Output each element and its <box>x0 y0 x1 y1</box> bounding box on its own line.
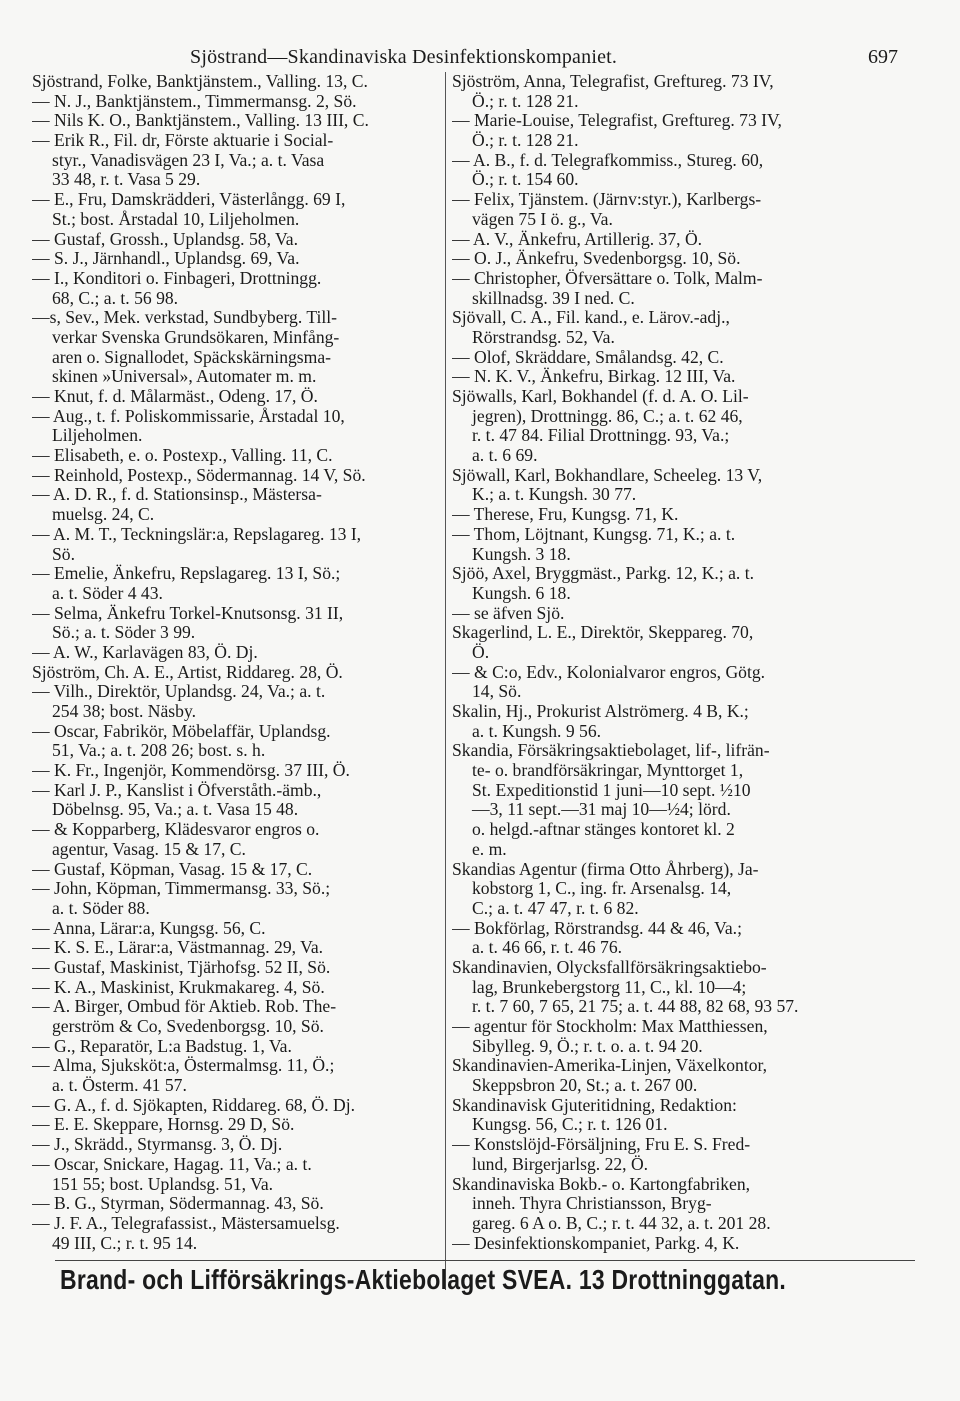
directory-line: — Emelie, Änkefru, Repslagareg. 13 I, Sö.; <box>32 564 341 584</box>
directory-line: Kungsh. 3 18. <box>472 544 571 564</box>
directory-line: — & C:o, Edv., Kolonialvaror engros, Götg. <box>452 662 766 682</box>
directory-line: e. m. <box>472 839 507 859</box>
directory-line: — A. W., Karlavägen 83, Ö. Dj. <box>32 642 258 662</box>
directory-line: a. t. 6 69. <box>472 446 538 466</box>
directory-line: —3, 11 sept.—31 maj 10—½4; lörd. <box>472 800 731 820</box>
directory-line: lag, Brunkebergstorg 11, C., kl. 10—4; <box>472 977 747 997</box>
directory-line: r. t. 47 84. Filial Drottningg. 93, Va.; <box>472 426 730 446</box>
directory-line: — K. Fr., Ingenjör, Kommendörsg. 37 III, Ö. <box>32 761 350 781</box>
directory-line: — Konstslöjd-Försäljning, Fru E. S. Fred- <box>452 1135 751 1155</box>
directory-line: 33 48, r. t. Vasa 5 29. <box>52 170 201 190</box>
column-divider <box>445 72 446 1290</box>
directory-line: — Marie-Louise, Telegrafist, Greftureg. 73 IV, <box>452 111 782 131</box>
directory-line: — B. G., Styrman, Södermannag. 43, Sö. <box>32 1194 324 1214</box>
directory-line: jegren), Drottningg. 86, C.; a. t. 62 46, <box>472 406 743 426</box>
directory-line: — J. F. A., Telegrafassist., Mästersamuelsg. <box>32 1213 340 1233</box>
directory-line: — se äfven Sjö. <box>452 603 565 623</box>
directory-line: inneh. Thyra Christiansson, Bryg- <box>472 1194 712 1214</box>
directory-line: 49 III, C.; r. t. 95 14. <box>52 1233 198 1253</box>
directory-line: — Thom, Löjtnant, Kungsg. 71, K.; a. t. <box>452 524 736 544</box>
directory-line: — Elisabeth, e. o. Postexp., Valling. 11, C. <box>32 446 333 466</box>
directory-line: — Anna, Lärar:a, Kungsg. 56, C. <box>32 918 266 938</box>
directory-line: — Vilh., Direktör, Uplandsg. 24, Va.; a. t. <box>32 682 326 702</box>
directory-line: lund, Birgerjarlsg. 22, Ö. <box>472 1154 649 1174</box>
directory-line: — G., Reparatör, L:a Badstug. 1, Va. <box>32 1036 292 1056</box>
directory-line: — Gustaf, Grossh., Uplandsg. 58, Va. <box>32 229 299 249</box>
directory-line: a. t. Söder 88. <box>52 898 150 918</box>
directory-line: 68, C.; a. t. 56 98. <box>52 288 179 308</box>
directory-line: r. t. 7 60, 7 65, 21 75; a. t. 44 88, 82 68, 93 57. <box>472 997 799 1017</box>
directory-line: Ö. <box>472 642 490 662</box>
directory-line: Ö.; r. t. 128 21. <box>472 131 579 151</box>
footer-advertisement: Brand- och Lifförsäkrings-Aktiebolaget SVEA. 13 Drottninggatan. <box>60 1264 787 1295</box>
directory-line: — S. J., Järnhandl., Uplandsg. 69, Va. <box>32 249 300 269</box>
directory-line: — Karl J. P., Kanslist i Öfverståth.-ämb., <box>32 780 322 800</box>
directory-line: — Alma, Sjuksköt:a, Östermalmsg. 11, Ö.; <box>32 1056 335 1076</box>
directory-line: — Gustaf, Maskinist, Tjärhofsg. 52 II, Sö. <box>32 957 331 977</box>
directory-line: —s, Sev., Mek. verkstad, Sundbyberg. Till- <box>32 308 337 328</box>
directory-line: aren o. Signallodet, Späckskärningsma- <box>52 347 331 367</box>
directory-line: Skandinavien-Amerika-Linjen, Växelkontor, <box>452 1056 768 1076</box>
directory-line: — N. J., Banktjänstem., Timmermansg. 2, Sö. <box>32 91 357 111</box>
directory-line: 254 38; bost. Näsby. <box>52 702 197 721</box>
directory-line: — A. Birger, Ombud för Aktieb. Rob. The- <box>32 997 337 1017</box>
directory-line: a. t. Kungsh. 9 56. <box>472 721 602 741</box>
directory-line: — Reinhold, Postexp., Södermannag. 14 V, Sö. <box>32 465 366 485</box>
directory-line: — J., Skrädd., Styrmansg. 3, Ö. Dj. <box>32 1135 283 1155</box>
directory-line: muelsg. 24, C. <box>52 505 155 525</box>
directory-line: Sjöström, Ch. A. E., Artist, Riddareg. 28, Ö. <box>32 662 343 682</box>
directory-line: — Gustaf, Köpman, Vasag. 15 & 17, C. <box>32 859 313 879</box>
directory-line: Skalin, Hj., Prokurist Alströmerg. 4 B, K.; <box>452 702 749 721</box>
directory-line: Kungsg. 56, C.; r. t. 126 01. <box>472 1115 668 1135</box>
directory-line: K.; a. t. Kungsh. 30 77. <box>472 485 637 505</box>
directory-line: skillnadsg. 39 I ned. C. <box>472 288 635 308</box>
directory-line: — G. A., f. d. Sjökapten, Riddareg. 68, Ö. Dj. <box>32 1095 356 1115</box>
directory-line: a. t. Söder 4 43. <box>52 583 163 603</box>
directory-line: a. t. 46 66, r. t. 46 76. <box>472 938 623 958</box>
directory-line: — A. D. R., f. d. Stationsinsp., Mästersa- <box>32 485 322 505</box>
directory-line: — O. J., Änkefru, Svedenborgsg. 10, Sö. <box>452 249 741 269</box>
directory-line: — & Kopparberg, Klädesvaror engros o. <box>32 820 320 840</box>
directory-line: — Aug., t. f. Poliskommissarie, Årstadal 10, <box>32 406 345 426</box>
directory-line: Sö.; a. t. Söder 3 99. <box>52 623 196 643</box>
directory-line: Ö.; r. t. 128 21. <box>472 91 579 111</box>
directory-line: Skandinavien, Olycksfallförsäkringsaktiebo- <box>452 957 767 977</box>
directory-line: — A. B., f. d. Telegrafkommiss., Stureg. 60, <box>452 150 764 170</box>
directory-line: verkar Svenska Grundsökaren, Minfång- <box>52 327 340 347</box>
directory-line: skinen »Universal», Automater m. m. <box>52 367 317 387</box>
directory-line: Skandia, Försäkringsaktiebolaget, lif-, lifrän- <box>452 741 770 761</box>
directory-line: Sjöö, Axel, Bryggmäst., Parkg. 12, K.; a. t. <box>452 564 755 584</box>
directory-line: — Desinfektionskompaniet, Parkg. 4, K. <box>452 1233 740 1253</box>
directory-line: C.; a. t. 47 47, r. t. 6 82. <box>472 898 639 918</box>
directory-line: Liljeholmen. <box>52 426 143 446</box>
directory-line: — A. V., Änkefru, Artillerig. 37, Ö. <box>452 229 703 249</box>
directory-line: Sö. <box>52 544 75 564</box>
directory-line: — agentur för Stockholm: Max Matthiessen, <box>452 1017 768 1036</box>
directory-line: — I., Konditori o. Finbageri, Drottningg. <box>32 268 322 288</box>
page-number: 697 <box>868 46 898 68</box>
directory-line: a. t. Österm. 41 57. <box>52 1076 187 1096</box>
directory-line: — E. E. Skeppare, Hornsg. 29 D, Sö. <box>32 1115 295 1135</box>
page-title: Sjöstrand—Skandinaviska Desinfektionskompaniet. <box>190 46 618 68</box>
left-column <box>32 72 437 1253</box>
directory-line: Sjöwall, Karl, Bokhandlare, Scheeleg. 13 V, <box>452 465 763 485</box>
directory-line: — Selma, Änkefru Torkel-Knutsonsg. 31 II, <box>32 603 344 623</box>
directory-line: Skandinaviska Bokb.- o. Kartongfabriken, <box>452 1174 751 1194</box>
directory-line: — A. M. T., Teckningslär:a, Repslagareg. 13 I, <box>32 524 362 544</box>
directory-line: Sibylleg. 9, Ö.; r. t. o. a. t. 94 20. <box>472 1036 703 1056</box>
directory-line: — Therese, Fru, Kungsg. 71, K. <box>452 505 679 525</box>
directory-line: Sjöström, Anna, Telegrafist, Greftureg. 73 IV, <box>452 72 774 91</box>
directory-line: — Oscar, Fabrikör, Möbelaffär, Uplandsg. <box>32 721 331 741</box>
directory-line: Skeppsbron 20, St.; a. t. 267 00. <box>472 1076 698 1096</box>
directory-line: styr., Vanadisvägen 23 I, Va.; a. t. Vasa <box>52 150 325 170</box>
directory-line: Sjöstrand, Folke, Banktjänstem., Valling. 13, C. <box>32 72 368 91</box>
directory-line: gareg. 6 A o. B, C.; r. t. 44 32, a. t. 201 28. <box>472 1213 771 1233</box>
directory-line: Sjöwalls, Karl, Bokhandel (f. d. A. O. Lil- <box>452 387 749 406</box>
directory-line: — K. A., Maskinist, Krukmakareg. 4, Sö. <box>32 977 325 997</box>
directory-line: Ö.; r. t. 154 60. <box>472 170 579 190</box>
directory-line: — Oscar, Snickare, Hagag. 11, Va.; a. t. <box>32 1154 312 1174</box>
footer-rule <box>55 1260 915 1261</box>
directory-line: Rörstrandsg. 52, Va. <box>472 327 615 347</box>
directory-line: 14, Sö. <box>472 682 522 702</box>
directory-line: — Christopher, Öfversättare o. Tolk, Malm- <box>452 268 763 288</box>
directory-line: Kungsh. 6 18. <box>472 583 571 603</box>
directory-line: Skandinavisk Gjuteritidning, Redaktion: <box>452 1095 737 1115</box>
directory-line: — E., Fru, Damskrädderi, Västerlångg. 69 I, <box>32 190 346 210</box>
directory-line: te- o. brandförsäkringar, Mynttorget 1, <box>472 761 744 781</box>
directory-line: — K. S. E., Lärar:a, Västmannag. 29, Va. <box>32 938 324 958</box>
directory-line: 51, Va.; a. t. 208 26; bost. s. h. <box>52 741 266 761</box>
directory-line: — Nils K. O., Banktjänstem., Valling. 13 III, C. <box>32 111 369 131</box>
directory-line: — Bokförlag, Rörstrandsg. 44 & 46, Va.; <box>452 918 742 938</box>
directory-line: — Olof, Skräddare, Smålandsg. 42, C. <box>452 347 724 367</box>
directory-line: — Knut, f. d. Målarmäst., Odeng. 17, Ö. <box>32 387 318 406</box>
directory-line: agentur, Vasag. 15 & 17, C. <box>52 839 246 859</box>
page-header <box>0 46 960 70</box>
directory-line: vägen 75 I ö. g., Va. <box>472 209 613 229</box>
directory-line: gerström & Co, Svedenborgsg. 10, Sö. <box>52 1017 324 1036</box>
directory-line: — N. K. V., Änkefru, Birkag. 12 III, Va. <box>452 367 736 387</box>
directory-line: — Felix, Tjänstem. (Järnv:styr.), Karlbergs- <box>452 190 762 210</box>
directory-line: kobstorg 1, C., ing. fr. Arsenalsg. 14, <box>472 879 732 899</box>
directory-line: Döbelnsg. 95, Va.; a. t. Vasa 15 48. <box>52 800 299 820</box>
directory-line: St. Expeditionstid 1 juni—10 sept. ½10 <box>472 780 751 800</box>
directory-line: — Erik R., Fil. dr, Förste aktuarie i Social- <box>32 131 334 151</box>
directory-line: Skandias Agentur (firma Otto Åhrberg), Ja- <box>452 859 759 879</box>
directory-line: St.; bost. Årstadal 10, Liljeholmen. <box>52 209 300 229</box>
directory-line: Sjövall, C. A., Fil. kand., e. Lärov.-adj., <box>452 308 730 328</box>
directory-line: — John, Köpman, Timmermansg. 33, Sö.; <box>32 879 331 899</box>
directory-line: 151 55; bost. Uplandsg. 51, Va. <box>52 1174 274 1194</box>
directory-line: Skagerlind, L. E., Direktör, Skeppareg. 70, <box>452 623 754 643</box>
right-column <box>452 72 934 1253</box>
directory-line: o. helgd.-aftnar stänges kontoret kl. 2 <box>472 820 735 840</box>
